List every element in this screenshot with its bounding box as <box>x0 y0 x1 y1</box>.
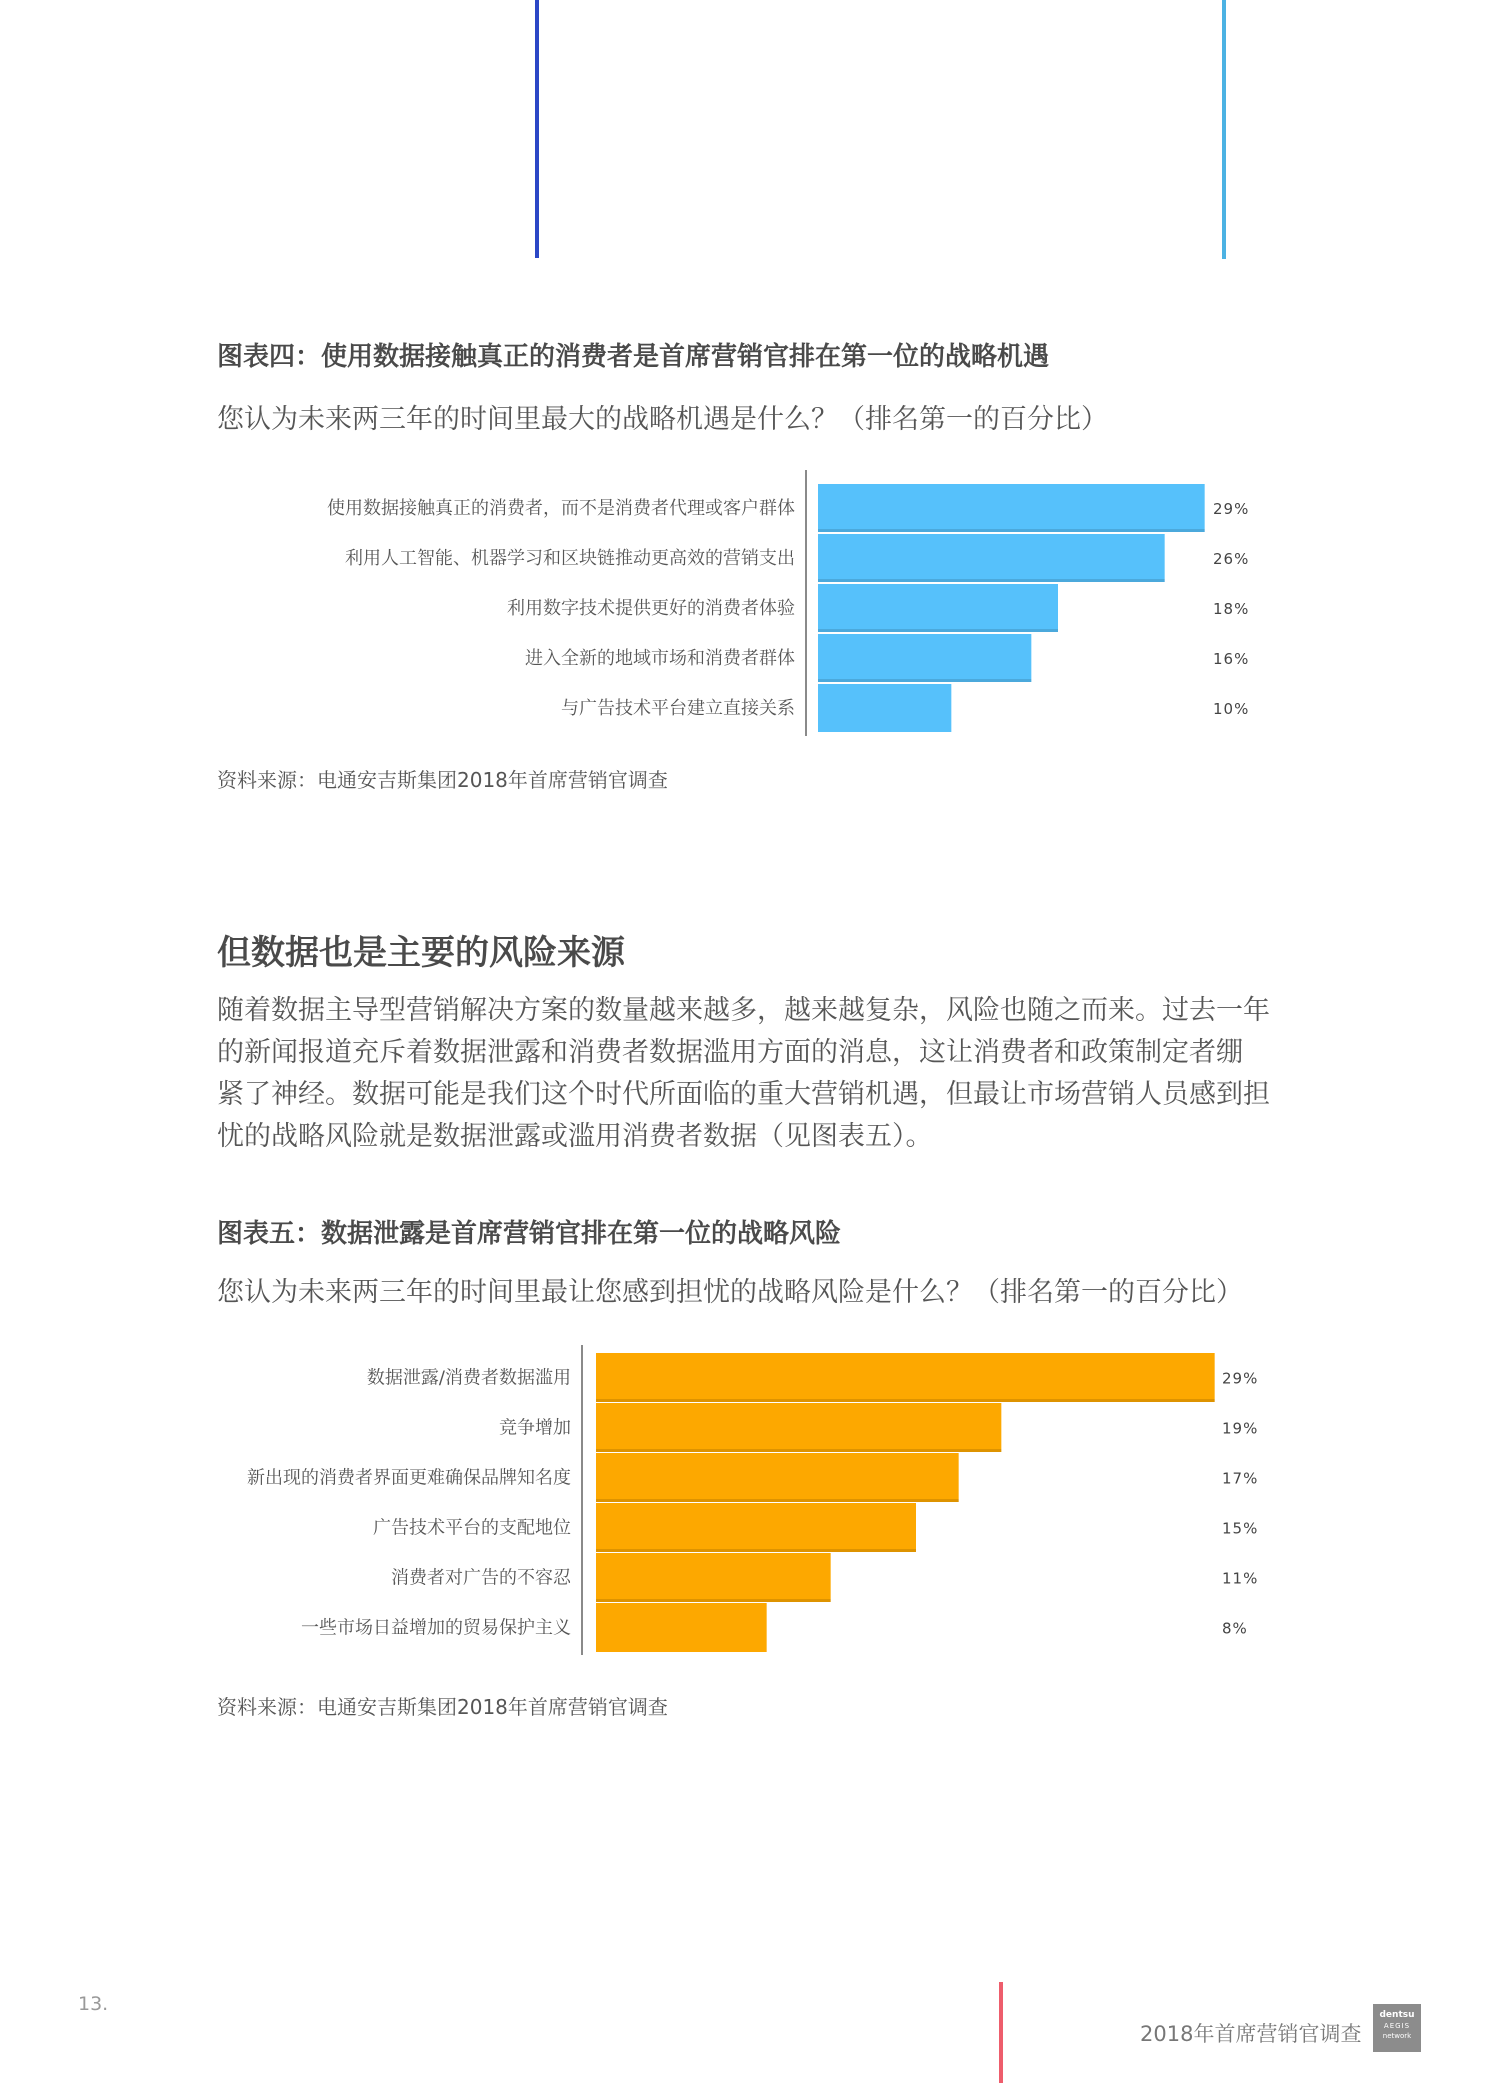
logo-line-network: network <box>1382 2032 1412 2040</box>
chart5-source: 资料来源：电通安吉斯集团2018年首席营销官调查 <box>217 1695 668 1719</box>
value-label: 15% <box>1222 1519 1259 1538</box>
bar-4 <box>818 684 951 732</box>
blue-frame <box>535 0 1226 259</box>
bar-0 <box>818 484 1205 532</box>
chart5-bar-chart <box>0 1345 1500 1665</box>
section-heading: 但数据也是主要的风险来源 <box>217 933 625 973</box>
body-line: 随着数据主导型营销解决方案的数量越来越多，越来越复杂，风险也随之而来。过去一年 <box>217 995 1270 1026</box>
value-label: 26% <box>1213 550 1250 568</box>
bar-shadow-2 <box>596 1499 959 1502</box>
yellow-frame <box>1100 0 1500 187</box>
bar-2 <box>818 584 1058 632</box>
bar-2 <box>596 1453 959 1502</box>
category-label: 使用数据接触真正的消费者，而不是消费者代理或客户群体 <box>327 498 795 519</box>
logo-line-aegis: AEGIS <box>1383 2022 1411 2030</box>
chart4-title: 图表四：使用数据接触真正的消费者是首席营销官排在第一位的战略机遇 <box>217 342 1050 372</box>
value-label: 11% <box>1222 1569 1259 1588</box>
body-line: 紧了神经。数据可能是我们这个时代所面临的重大营销机遇，但最让市场营销人员感到担 <box>217 1079 1270 1110</box>
value-label: 16% <box>1213 650 1250 668</box>
chart5-title: 图表五：数据泄露是首席营销官排在第一位的战略风险 <box>217 1219 842 1249</box>
value-label: 18% <box>1213 600 1250 618</box>
category-label: 与广告技术平台建立直接关系 <box>561 698 795 719</box>
category-label: 利用人工智能、机器学习和区块链推动更高效的营销支出 <box>345 548 795 569</box>
bar-shadow-1 <box>818 579 1165 582</box>
bar-1 <box>596 1403 1001 1452</box>
value-label: 29% <box>1222 1369 1259 1388</box>
value-label: 29% <box>1213 500 1250 518</box>
section-body <box>217 990 1307 1158</box>
bar-5 <box>596 1603 767 1652</box>
body-line: 忧的战略风险就是数据泄露或滥用消费者数据（见图表五）。 <box>217 1121 933 1152</box>
bar-shadow-0 <box>818 529 1205 532</box>
category-label: 利用数字技术提供更好的消费者体验 <box>507 598 795 619</box>
bar-shadow-3 <box>818 679 1031 682</box>
chart4-bar-chart <box>0 470 1500 740</box>
bar-shadow-0 <box>596 1399 1215 1402</box>
bar-shadow-4 <box>596 1599 831 1602</box>
value-label: 8% <box>1222 1619 1248 1638</box>
category-label: 消费者对广告的不容忍 <box>391 1567 571 1589</box>
footer-report-title: 2018年首席营销官调查 <box>1140 2022 1362 2046</box>
category-label: 一些市场日益增加的贸易保护主义 <box>301 1617 571 1639</box>
category-label: 竞争增加 <box>499 1417 571 1439</box>
category-label: 进入全新的地域市场和消费者群体 <box>525 648 795 669</box>
category-label: 数据泄露/消费者数据滥用 <box>366 1367 571 1389</box>
logo-line-dentsu: dentsu <box>1379 2010 1415 2020</box>
body-line: 的新闻报道充斥着数据泄露和消费者数据滥用方面的消息，这让消费者和政策制定者绷 <box>217 1037 1243 1068</box>
page-number: 13. <box>78 1993 109 2015</box>
bar-1 <box>818 534 1165 582</box>
category-label: 广告技术平台的支配地位 <box>373 1517 571 1539</box>
bar-shadow-1 <box>596 1449 1001 1452</box>
chart5-question: 您认为未来两三年的时间里最让您感到担忧的战略风险是什么？（排名第一的百分比） <box>217 1277 1243 1308</box>
bar-0 <box>596 1353 1215 1402</box>
value-label: 10% <box>1213 700 1250 718</box>
bar-3 <box>818 634 1031 682</box>
category-label: 新出现的消费者界面更难确保品牌知名度 <box>247 1467 571 1489</box>
value-label: 19% <box>1222 1419 1259 1438</box>
chart4-source: 资料来源：电通安吉斯集团2018年首席营销官调查 <box>217 768 668 792</box>
value-label: 17% <box>1222 1469 1259 1488</box>
chart4-question: 您认为未来两三年的时间里最大的战略机遇是什么？（排名第一的百分比） <box>217 404 1108 435</box>
bar-shadow-2 <box>818 629 1058 632</box>
bar-shadow-3 <box>596 1549 916 1552</box>
dentsu-aegis-logo <box>1373 2004 1421 2052</box>
bar-4 <box>596 1553 831 1602</box>
bar-3 <box>596 1503 916 1552</box>
